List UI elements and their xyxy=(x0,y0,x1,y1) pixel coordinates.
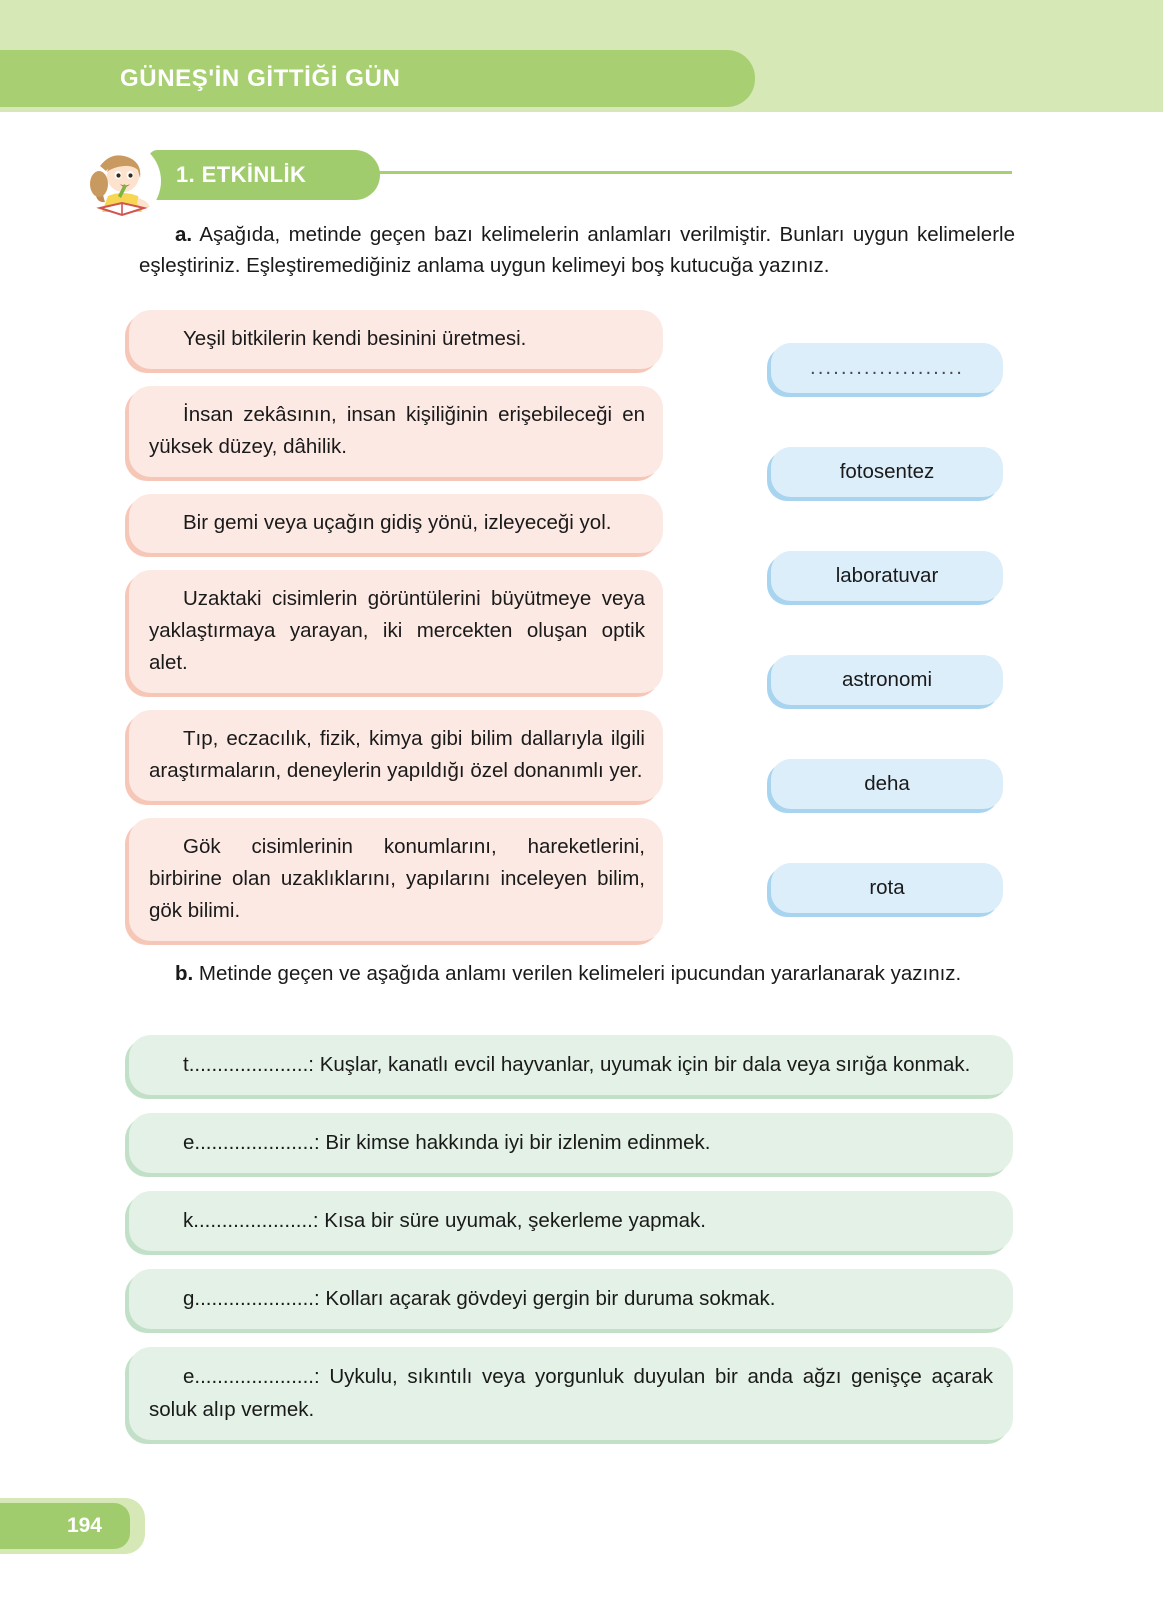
word-box-blank[interactable]: .................... xyxy=(771,343,1003,393)
instruction-b-text: Metinde geçen ve aşağıda anlamı verilen kelimeleri ipucundan yararlanarak yazınız. xyxy=(193,962,962,985)
word-column xyxy=(771,343,1003,967)
instruction-a xyxy=(139,219,1015,281)
definition-column xyxy=(129,310,663,958)
page-number: 194 xyxy=(0,1503,130,1549)
page-title: GÜNEŞ'İN GİTTİĞİ GÜN xyxy=(120,64,401,92)
instruction-b xyxy=(139,958,1015,989)
word-box[interactable]: fotosentez xyxy=(771,447,1003,497)
chapter-title-bar xyxy=(0,50,755,107)
instruction-a-text: Aşağıda, metinde geçen bazı kelimelerin anlamları verilmiştir. Bunları uygun kelimelerle eşleştiriniz. Eşleştiremediğiniz anlama uygun kelimeyi boş kutucuğa yazınız. xyxy=(139,223,1015,277)
word-box[interactable]: astronomi xyxy=(771,655,1003,705)
page-number-tab xyxy=(0,1498,145,1554)
instruction-a-marker: a. xyxy=(175,223,193,246)
clue-box[interactable]: t.....................: Kuşlar, kanatlı evcil hayvanlar, uyumak için bir dala veya sırığa konmak. xyxy=(129,1035,1013,1095)
word-box[interactable]: laboratuvar xyxy=(771,551,1003,601)
matching-exercise xyxy=(0,310,1163,935)
clue-box[interactable]: e.....................: Bir kimse hakkında iyi bir izlenim edinmek. xyxy=(129,1113,1013,1173)
definition-box[interactable]: Gök cisimlerinin konumlarını, hareketlerini, birbirine olan uzaklıklarını, yapılarını inceleyen bilim, gök bilimi. xyxy=(129,818,663,941)
definition-box[interactable]: Uzaktaki cisimlerin görüntülerini büyütmeye veya yaklaştırmaya yarayan, iki mercekten oluşan optik alet. xyxy=(129,570,663,693)
definition-box[interactable]: Bir gemi veya uçağın gidiş yönü, izleyeceği yol. xyxy=(129,494,663,553)
header-band xyxy=(0,0,1163,112)
clue-column xyxy=(129,1035,1013,1458)
clue-box[interactable]: e.....................: Uykulu, sıkıntılı veya yorgunluk duyulan bir anda ağzı genişçe açarak soluk alıp vermek. xyxy=(129,1347,1013,1440)
activity-header xyxy=(0,138,1163,204)
definition-box[interactable]: Yeşil bitkilerin kendi besinini üretmesi. xyxy=(129,310,663,369)
word-box[interactable]: deha xyxy=(771,759,1003,809)
clue-box[interactable]: g.....................: Kolları açarak gövdeyi gergin bir duruma sokmak. xyxy=(129,1269,1013,1329)
definition-box[interactable]: İnsan zekâsının, insan kişiliğinin erişebileceği en yüksek düzey, dâhilik. xyxy=(129,386,663,477)
definition-box[interactable]: Tıp, eczacılık, fizik, kimya gibi bilim dallarıyla ilgili araştırmaların, deneylerin yapıldığı özel donanımlı yer. xyxy=(129,710,663,801)
word-box[interactable]: rota xyxy=(771,863,1003,913)
activity-divider-line xyxy=(330,171,1012,174)
instruction-b-marker: b. xyxy=(175,962,194,985)
clue-box[interactable]: k.....................: Kısa bir süre uyumak, şekerleme yapmak. xyxy=(129,1191,1013,1251)
activity-tab xyxy=(148,150,380,200)
girl-reading-book-icon xyxy=(78,138,164,224)
activity-label: 1. ETKİNLİK xyxy=(176,162,307,187)
